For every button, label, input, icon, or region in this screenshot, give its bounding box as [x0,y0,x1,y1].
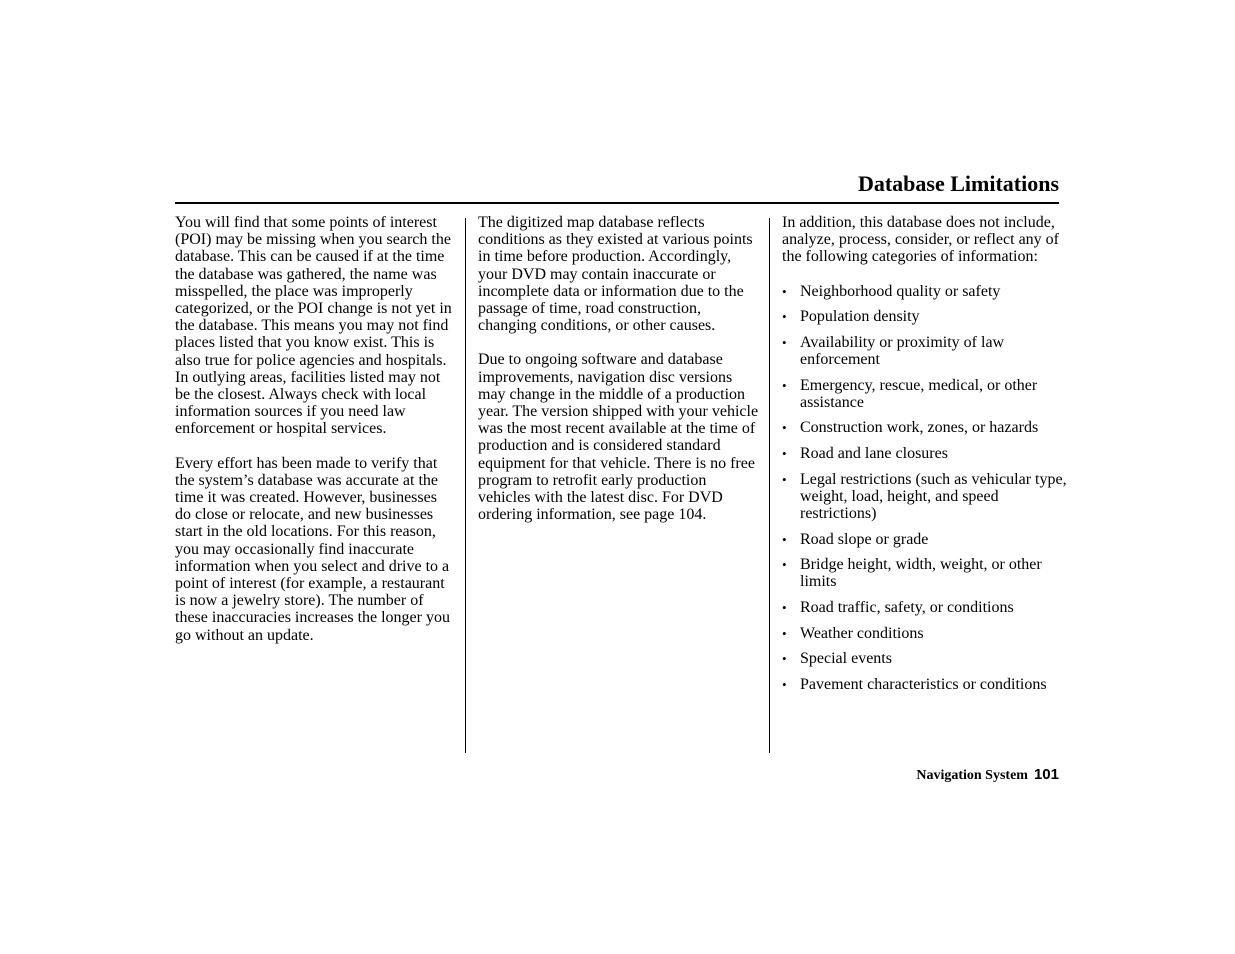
list-item [782,650,1067,667]
bullet-icon: • [782,651,787,667]
page-number: 101 [1033,766,1059,783]
list-item [782,308,1067,325]
column-divider-1 [465,218,466,753]
column-divider-2 [769,218,770,753]
list-item [782,625,1067,642]
list-item-text: Road traffic, safety, or conditions [800,598,1014,616]
categories-list [782,283,1067,693]
bullet-icon: • [782,557,787,573]
footer-section-label: Navigation System [916,768,1028,783]
paragraph-disc-versions: Due to ongoing software and database improvements, navigation disc versions may change in the middle of a production year. The version shipped with your vehicle was the most recent available at the time of production and is considered standard equipment for that vehicle. There is no free program to retrofit early production vehicles with the latest disc. For DVD ordering information, see page 104. [478,351,759,524]
bullet-icon: • [782,625,787,641]
bullet-icon: • [782,599,787,615]
paragraph-map-database: The digitized map database reflects conditions as they existed at various points in time before production. Accordingly, your DVD may contain inaccurate or incomplete data or information due to the passage of time, road construction, changing conditions, or other causes. [478,214,753,335]
bullet-icon: • [782,471,787,487]
bullet-icon: • [782,334,787,350]
list-item-text: Legal restrictions (such as vehicular type, weight, load, height, and speed restrictions) [800,470,1067,522]
list-item [782,377,1067,411]
list-item-text: Road slope or grade [800,530,929,548]
list-item [782,599,1067,616]
column-right [782,214,1067,701]
list-item-text: Bridge height, width, weight, or other limits [800,556,1042,591]
list-item [782,419,1067,436]
list-item [782,334,1067,368]
bullet-icon: • [782,676,787,692]
list-item-text: Road and lane closures [800,444,948,462]
list-item-text: Construction work, zones, or hazards [800,419,1039,437]
paragraph-categories-intro: In addition, this database does not include, analyze, process, consider, or reflect any of the following categories of information: [782,214,1060,266]
list-item [782,531,1067,548]
bullet-icon: • [782,531,787,547]
list-item-text: Availability or proximity of law enforcement [800,333,1005,368]
bullet-icon: • [782,283,787,299]
list-item-text: Emergency, rescue, medical, or other assistance [800,376,1038,411]
paragraph-poi-missing: You will find that some points of interest (POI) may be missing when you search the database. This can be caused if at the time the database was gathered, the name was misspelled, the place was improperly categorized, or the POI change is not yet in the database. This means you may not find places listed that you know exist. This is also true for police agencies and hospitals. In outlying areas, facilities listed may not be the closest. Always check with local information sources if you need law enforcement or hospital services. [175,214,452,438]
list-item-text: Population density [800,308,920,326]
title-divider [175,202,1059,204]
paragraph-accuracy: Every effort has been made to verify that the system’s database was accurate at the time it was created. However, businesses do close or relocate, and new businesses start in the old locations. For this reason, you may occasionally find inaccurate information when you select and drive to a point of interest (for example, a restaurant is now a jewelry store). The number of these inaccuracies increases the longer you go without an update. [175,454,450,644]
list-item [782,556,1067,590]
list-item-text: Neighborhood quality or safety [800,282,1001,300]
list-item [782,445,1067,462]
column-middle [478,214,762,540]
bullet-icon: • [782,420,787,436]
list-item-text: Weather conditions [800,624,924,642]
bullet-icon: • [782,377,787,393]
list-item [782,283,1067,300]
bullet-icon: • [782,309,787,325]
list-item-text: Pavement characteristics or conditions [800,675,1047,693]
column-left [175,214,455,661]
list-item-text: Special events [800,650,892,668]
page-footer [916,766,1059,784]
page-title: Database Limitations [857,171,1059,196]
list-item [782,676,1067,693]
bullet-icon: • [782,445,787,461]
list-item [782,471,1067,523]
